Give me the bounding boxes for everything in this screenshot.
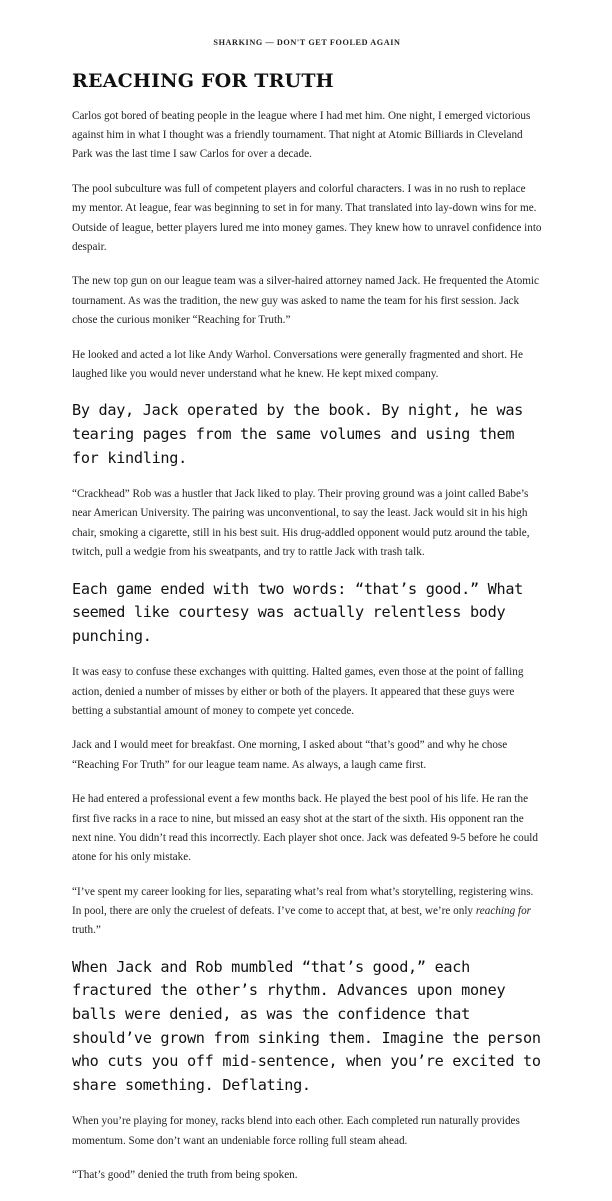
paragraph-pool-subculture: The pool subculture was full of competent players and colorful characters. I was in no rush to replace my mentor. At league, fear was beginning to set in for many. That translated into lay-down wins for me. Outside of league, better players lured me into money games. They knew how to unravel confidence into despair. (72, 183, 542, 253)
paragraph-breakfast: Jack and I would meet for breakfast. One morning, I asked about “that’s good” and why he chose “Reaching For Truth” for our league team name. As always, a laugh came first. (72, 739, 508, 771)
paragraph-crackhead-rob: “Crackhead” Rob was a hustler that Jack liked to play. Their proving ground was a joint called Babe’s near American University. The pairing was unconventional, to say the least. Jack would sit in his high chair, smoking a cigarette, still in his best suit. His drug-addled opponent would putz around the table, twitch, pull a wedgie from his sweatpants, and try to rattle Jack with trash talk. (72, 488, 530, 558)
paragraph-carlos: Carlos got bored of beating people in the league where I had met him. One night, I emerged victorious against him in what I thought was a friendly tournament. That night at Atomic Billiards in Cleveland Park was the last time I saw Carlos for over a decade. (72, 110, 531, 161)
paragraph-jack-quote (72, 883, 542, 941)
pull-quote-fractured-rhythm: When Jack and Rob mumbled “that’s good,” each fractured the other’s rhythm. Advances upon money balls were denied, as was the confidence that should’ve grown from sinking them. Imagine the person who cuts you off mid-sentence, when you’re excited to share something. Deflating. (72, 957, 541, 1094)
pull-quote-by-day: By day, Jack operated by the book. By night, he was tearing pages from the same volumes and using them for kindling. (72, 401, 524, 467)
paragraph-andy-warhol: He looked and acted a lot like Andy Warhol. Conversations were generally fragmented and short. He laughed like you would never understand what he knew. He kept mixed company. (72, 348, 523, 380)
paragraph-truth-spoken: “That’s good” denied the truth from being spoken. (72, 1169, 298, 1182)
chapter-title: REACHING FOR TRUTH (72, 70, 334, 92)
chapter-body (72, 107, 542, 1201)
pull-quote-thats-good: Each game ended with two words: “that’s good.” What seemed like courtesy was actually relentless body punching. (72, 579, 524, 645)
jack-quote-end: truth.” (72, 924, 101, 937)
paragraph-professional-event: He had entered a professional event a few months back. He played the best pool of his life. He ran the first five racks in a race to nine, but missed an easy shot at the start of the sixth. His opponent ran the next nine. You didn’t read this incorrectly. Each player shot once. Jack was defeated 9-5 before he could atone for his only mistake. (72, 793, 538, 863)
paragraph-quitting: It was easy to confuse these exchanges with quitting. Halted games, even those at the point of falling action, denied a number of misses by either or both of the players. It appeared that these guys were betting a substantial amount of money to compete yet concede. (72, 666, 524, 717)
jack-quote-start: “I’ve spent my career looking for lies, separating what’s real from what’s storytelling, registering wins. In pool, there are only the cruelest of defeats. I’ve come to accept that, at best, we’re only (72, 885, 534, 917)
paragraph-momentum: When you’re playing for money, racks blend into each other. Each completed run naturally provides momentum. Some don’t want an undeniable force rolling full steam ahead. (72, 1115, 520, 1147)
running-head: SHARKING — DON'T GET FOOLED AGAIN (213, 38, 401, 47)
paragraph-new-top-gun: The new top gun on our league team was a silver-haired attorney named Jack. He frequented the Atomic tournament. As was the tradition, the new guy was asked to name the team for his first session. Jack chose the curious moniker “Reaching for Truth.” (72, 275, 539, 326)
jack-quote-italic: reaching for (475, 904, 532, 917)
